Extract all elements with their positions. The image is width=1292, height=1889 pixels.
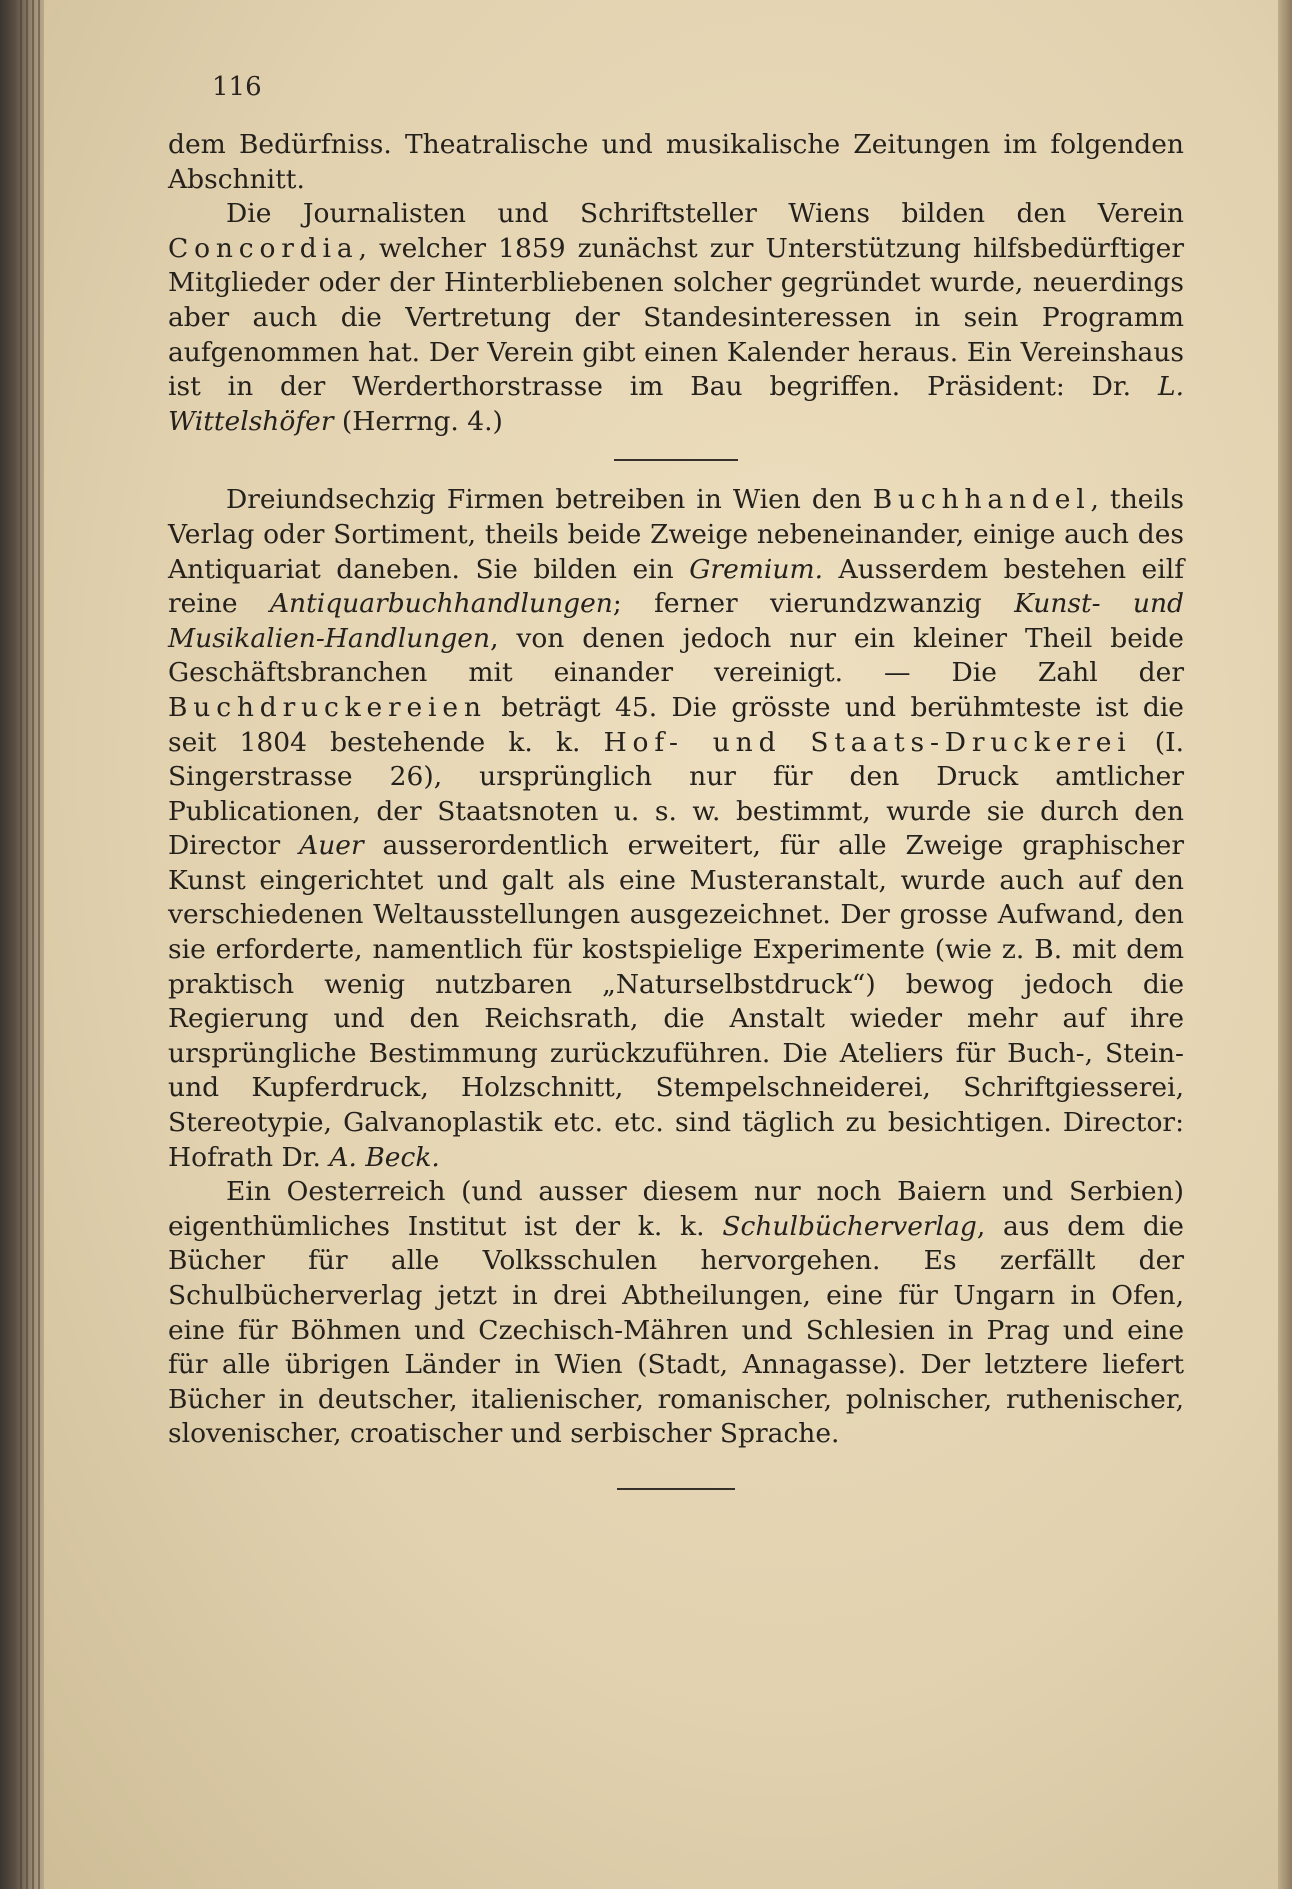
spaced-term: Buchdruckereien — [168, 691, 487, 723]
paragraph-theatre-newspapers: dem Bedürfniss. Theatralische und musikalische Zeitungen im folgenden Abschnitt. — [168, 129, 1184, 195]
spaced-term: Concordia — [168, 232, 359, 264]
page-right-edge — [1278, 0, 1292, 1889]
italic-name: L. Wittelshöfer — [168, 371, 1184, 437]
paragraph-book-trade: Dreiundsechzig Firmen betreiben in Wien den Buchhandel, theils Verlag oder Sortiment, theils beide Zweige nebeneinander, einige auch des Antiquariat daneben. Sie bilden ein Gremium. Ausserdem bestehen eilf reine Antiquarbuchhandlungen; ferner vierundzwanzig Kunst- und Musikalien-Handlungen, von denen jedoch nur ein kleiner Theil beide Geschäftsbranchen mit einander vereinigt. — Die Zahl der Buchdruckereien beträgt 45. Die grösste und berühmteste ist die seit 1804 bestehende k. k. Hof- und Staats-Druckerei (I. Singerstrasse 26), ursprünglich nur für den Druck amtlicher Publicationen, der Staatsnoten u. s. w. bestimmt, wurde sie durch den Director Auer ausserordentlich erweitert, für alle Zweige graphischer Kunst eingerichtet und galt als eine Musteranstalt, wurde auch auf den verschiedenen Weltausstellungen ausgezeichnet. Der grosse Aufwand, den sie erforderte, namentlich für kostspielige Experimente (wie z. B. mit dem praktisch wenig nutzbaren „Naturselbstdruck“) bewog jedoch die Regierung und den Reichsrath, die Anstalt wieder mehr auf ihre ursprüngliche Bestimmung zurückzuführen. Die Ateliers für Buch-, Stein- und Kupferdruck, Holzschnitt, Stempelschneiderei, Schriftgiesserei, Stereotypie, Galvanoplastik etc. etc. sind täglich zu besichtigen. Director: Hofrath Dr. A. Beck. — [168, 484, 1185, 1173]
section-divider — [614, 459, 738, 461]
italic-term: Schulbücherverlag — [722, 1210, 977, 1242]
page-text — [168, 128, 1184, 1490]
spaced-term: Buchhandel — [872, 484, 1091, 516]
italic-term: Kunst- und Musikalien-Handlungen — [168, 588, 1185, 654]
page-number: 116 — [212, 72, 262, 102]
spine-page-edges — [20, 0, 44, 1889]
italic-term: Antiquarbuchhandlungen — [269, 588, 613, 620]
italic-term: Gremium. — [689, 553, 824, 585]
italic-name: Auer — [299, 830, 364, 862]
italic-name: A. Beck. — [329, 1141, 440, 1173]
section-divider — [617, 1488, 735, 1490]
paragraph-schulbuecherverlag: Ein Oesterreich (und ausser diesem nur noch Baiern und Serbien) eigenthümliches Institut ist der k. k. Schulbücherverlag, aus dem die Bücher für alle Volksschulen hervorgehen. Es zerfällt der Schulbücherverlag jetzt in drei Abtheilungen, eine für Ungarn in Ofen, eine für Böhmen und Czechisch-Mähren und Schlesien in Prag und eine für alle übrigen Länder in Wien (Stadt, Annagasse). Der letztere liefert Bücher in deutscher, italienischer, romanischer, polnischer, ruthenischer, slovenischer, croatischer und serbischer Sprache. — [168, 1176, 1184, 1450]
paragraph-concordia: Die Journalisten und Schriftsteller Wiens bilden den Verein Concordia, welcher 1859 zunächst zur Unterstützung hilfsbedürftiger Mitglieder oder der Hinterbliebenen solcher gegründet wurde, neuerdings aber auch die Vertretung der Standesinteressen in sein Programm aufgenommen hat. Der Verein gibt einen Kalender heraus. Ein Vereinshaus ist in der Werderthorstrasse im Bau begriffen. Präsident: Dr. L. Wittelshöfer (Herrng. 4.) — [168, 198, 1184, 437]
spaced-term: Hof- und Staats-Druckerei — [603, 726, 1132, 758]
